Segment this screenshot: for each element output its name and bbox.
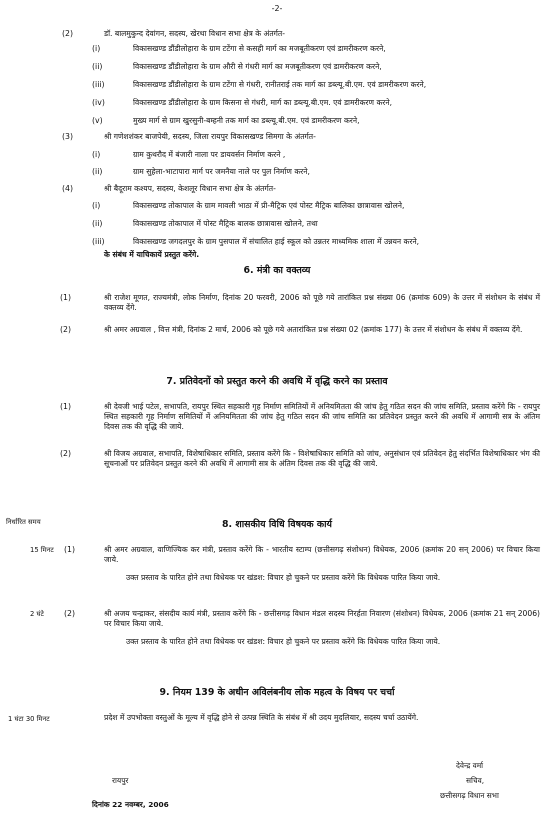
sub-number: (i) xyxy=(92,150,101,159)
sub-text: विकासखण्ड डौंडीलोहारा के ग्राम किसना से गंधरी, मार्ग का डब्ल्यू.बी.एम. एवं डामरीकरण करने, xyxy=(133,98,393,107)
item-number: (4) xyxy=(62,184,74,193)
item-text: श्री अमर अग्रवाल, वाणिज्यिक कर मंत्री, प्रस्ताव करेंगे कि - भारतीय स्टाम्प (छत्तीसगढ़ संशोधन) विधेयक, 2006 (क्रमांक 20 सन् 2006) पर विचार किया जाये. xyxy=(104,545,540,565)
allotted-time: 2 घंटे xyxy=(30,610,44,618)
section-heading-govt-legislative-business: 8. शासकीय विधि विषयक कार्य xyxy=(222,519,332,530)
item-text: श्री अमर अग्रवाल , वित्त मंत्री, दिनांक 2 मार्च, 2006 को पूछे गये अतारांकित प्रश्न संख्या 02 (क्रमांक 177) के उत्तर में संशोधन के संबंध में वक्तव्य देंगे. xyxy=(104,325,523,334)
item-text: प्रदेश में उपभोक्ता वस्तुओं के मूल्य में वृद्धि होने से उत्पन्न स्थिति के संबंध में श्री उदय मुदलियार, सदस्य चर्चा उठायेंगे. xyxy=(104,713,419,722)
sub-text: विकासखण्ड तोकापाल के ग्राम मावली भाठा में प्री-मैट्रिक एवं पोस्ट मैट्रिक बालिका छात्रावास खोलने, xyxy=(133,201,405,210)
date: दिनांक 22 नवम्बर, 2006 xyxy=(92,800,169,809)
signatory-title: सचिव, xyxy=(466,776,485,785)
item-number: (1) xyxy=(60,293,72,302)
allotted-time: 15 मिनट xyxy=(30,546,54,554)
item-number: (2) xyxy=(62,29,74,38)
signatory-name: देवेन्द्र वर्मा xyxy=(456,761,484,770)
sub-number: (iii) xyxy=(92,80,105,89)
place: रायपुर xyxy=(112,776,129,785)
sub-text: ग्राम सुहेला-भाटापारा मार्ग पर जमनैया नाले पर पुल निर्माण करने, xyxy=(133,167,310,176)
item-intro: श्री गणेशशंकर बाजपेयी, सदस्य, जिला रायपुर विकासखण्ड सिमगा के अंतर्गत- xyxy=(104,132,316,141)
allotted-time: 1 घंटा 30 मिनट xyxy=(8,715,50,723)
sub-text: विकासखण्ड डौंडीलोहारा के ग्राम औरी से गंधरी मार्ग का मजबूतीकरण एवं डामरीकरण करने, xyxy=(133,62,382,71)
sub-text: विकासखण्ड जगदलपुर के ग्राम पुसपाल में संचालित हाई स्कूल को उन्नतर माध्यमिक शाला में उन्नयन करने, xyxy=(133,237,420,246)
item-number: (2) xyxy=(64,609,76,618)
sub-number: (i) xyxy=(92,44,101,53)
item-number: (3) xyxy=(62,132,74,141)
sub-number: (ii) xyxy=(92,219,103,228)
sub-number: (i) xyxy=(92,201,101,210)
sub-number: (iii) xyxy=(92,237,105,246)
item-followup: उक्त प्रस्ताव के पारित होने तथा विधेयक पर खंडश: विचार हो चुकने पर प्रस्ताव करेंगे कि विधेयक पारित किया जाये. xyxy=(126,573,441,582)
sub-number: (ii) xyxy=(92,167,103,176)
item-intro: डॉ. बालमुकुन्द देवांगन, सदस्य, खेरथा विधान सभा क्षेत्र के अंतर्गत- xyxy=(104,29,285,38)
page-number: -2- xyxy=(271,4,283,13)
signatory-org: छत्तीसगढ़ विधान सभा xyxy=(440,791,499,800)
sub-number: (ii) xyxy=(92,62,103,71)
item-text: श्री राजेश मूणत, राज्यमंत्री, लोक निर्माण, दिनांक 20 फरवरी, 2006 को पूछे गये तारांकित प्रश्न संख्या 06 (क्रमांक 609) के उत्तर में संशोधन के संबंध में वक्तव्य देंगे. xyxy=(104,293,540,313)
item-followup: उक्त प्रस्ताव के पारित होने तथा विधेयक पर खंडश: विचार हो चुकने पर प्रस्ताव करेंगे कि विधेयक पारित किया जाये. xyxy=(126,637,441,646)
item-number: (1) xyxy=(64,545,76,554)
item-intro: श्री बैदूराम कश्यप, सदस्य, केशलूर विधान सभा क्षेत्र के अंतर्गत- xyxy=(104,184,276,193)
sub-text: ग्राम कुथरौद में बंजारी नाला पर डायवर्सन निर्माण करने , xyxy=(133,150,286,159)
item-text: श्री विजय अग्रवाल, सभापति, विशेषाधिकार समिति, प्रस्ताव करेंगे कि - विशेषाधिकार समिति को जांच, अनुसंधान एवं प्रतिवेदन हेतु संदर्भित विशेषाधिकार भंग की सूचनाओं पर प्रतिवेदन प्रस्तुत करने की अवधि में आगामी सत्र के अंतिम दिवस तक की वृद्धि की जाये. xyxy=(104,449,540,469)
item-number: (2) xyxy=(60,325,72,334)
sub-number: (v) xyxy=(92,116,103,125)
allotted-time-label: निर्धारित समय xyxy=(6,518,41,526)
petition-closing: के संबंध में याचिकायें प्रस्तुत करेंगे. xyxy=(104,250,200,259)
section-heading-report-extension: 7. प्रतिवेदनों को प्रस्तुत करने की अवधि में वृद्धि करने का प्रस्ताव xyxy=(166,376,388,387)
item-text: श्री देवजी भाई पटेल, सभापति, रायपुर स्थित सहकारी गृह निर्माण समितियों में अनियमितता की जांच हेतु गठित सदन की जांच समिति, प्रस्ताव करेंगे कि - रायपुर स्थित सहकारी गृह निर्माण समितियों में अनियमितता की जांच हेतु गठित सदन की जांच समिति का प्रतिवेदन प्रस्तुत करने की अवधि में आगामी सत्र के अंतिम दिवस तक की वृद्धि की जाये. xyxy=(104,402,540,432)
sub-text: विकासखण्ड डौंडीलोहारा के ग्राम टटेंगा से कसही मार्ग का मजबूतीकरण एवं डामरीकरण करने, xyxy=(133,44,386,53)
item-text: श्री अजय चन्द्राकर, संसदीय कार्य मंत्री, प्रस्ताव करेंगे कि - छत्तीसगढ़ विधान मंडल सदस्य निरर्हता निवारण (संशोधन) विधेयक, 2006 (क्रमांक 21 सन् 2006) पर विचार किया जाये. xyxy=(104,609,540,629)
sub-text: मुख्य मार्ग से ग्राम खुरसुनी-बम्हनी तक मार्ग का डब्ल्यू.बी.एम. एवं डामरीकरण करने, xyxy=(133,116,360,125)
sub-text: विकासखण्ड तोकापाल में पोस्ट मैट्रिक बालक छात्रावास खोलने, तथा xyxy=(133,219,318,228)
section-heading-ministers-statement: 6. मंत्री का वक्तव्य xyxy=(243,265,311,276)
item-number: (2) xyxy=(60,449,72,458)
item-number: (1) xyxy=(60,402,72,411)
sub-text: विकासखण्ड डौंडीलोहारा के ग्राम टटेंगा से गंधरी, रानीतराई तक मार्ग का डब्ल्यू.बी.एम. एवं डामरीकरण करने, xyxy=(133,80,427,89)
sub-number: (iv) xyxy=(92,98,105,107)
section-heading-rule-139-discussion: 9. नियम 139 के अधीन अविलंबनीय लोक महत्व के विषय पर चर्चा xyxy=(159,687,395,698)
